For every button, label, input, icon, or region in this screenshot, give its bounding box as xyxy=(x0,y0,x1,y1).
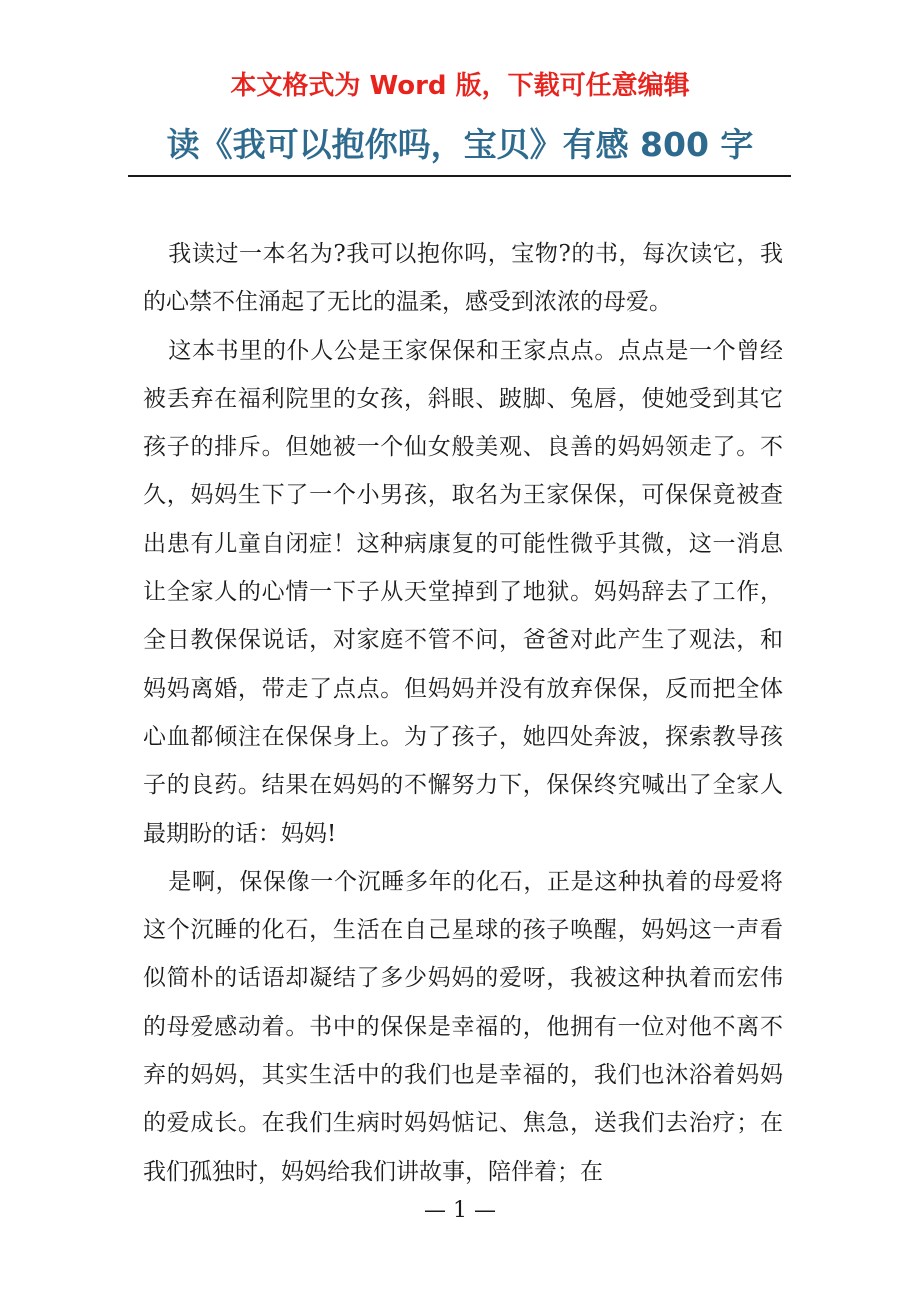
page-number: — 1 — xyxy=(424,1198,496,1223)
paragraph-2: 这本书里的仆人公是王家保保和王家点点。点点是一个曾经被丢弃在福利院里的女孩，斜眼、跛脚、兔唇，使她受到其它孩子的排斥。但她被一个仙女般美观、良善的妈妈领走了。不久，妈妈生下了一个小男孩，取名为王家保保，可保保竟被查出患有儿童自闭症！这种病康复的可能性微乎其微，这一消息让全家人的心情一下子从天堂掉到了地狱。妈妈辞去了工作，全日教保保说话，对家庭不管不问，爸爸对此产生了观法，和妈妈离婚，带走了点点。但妈妈并没有放弃保保，反而把全体心血都倾注在保保身上。为了孩子，她四处奔波，探索教导孩子的良药。结果在妈妈的不懈努力下，保保终究喊出了全家人最期盼的话：妈妈! xyxy=(143,337,783,847)
paragraph-3: 是啊，保保像一个沉睡多年的化石，正是这种执着的母爱将这个沉睡的化石，生活在自己星球的孩子唤醒，妈妈这一声看似简朴的话语却凝结了多少妈妈的爱呀，我被这种执着而宏伟的母爱感动着。书中的保保是幸福的，他拥有一位对他不离不弃的妈妈，其实生活中的我们也是幸福的，我们也沐浴着妈妈的爱成长。在我们生病时妈妈惦记、焦急，送我们去治疗；在我们孤独时，妈妈给我们讲故事，陪伴着；在 xyxy=(143,868,783,1185)
title-divider xyxy=(128,175,791,177)
page-title: 读《我可以抱你吗，宝贝》有感 800 字 xyxy=(166,125,754,164)
paragraph-1: 我读过一本名为?我可以抱你吗，宝物?的书，每次读它，我的心禁不住涌起了无比的温柔，感受到浓浓的母爱。 xyxy=(143,241,783,316)
document-body xyxy=(143,230,783,1196)
format-notice: 本文格式为 Word 版，下载可任意编辑 xyxy=(230,71,690,101)
